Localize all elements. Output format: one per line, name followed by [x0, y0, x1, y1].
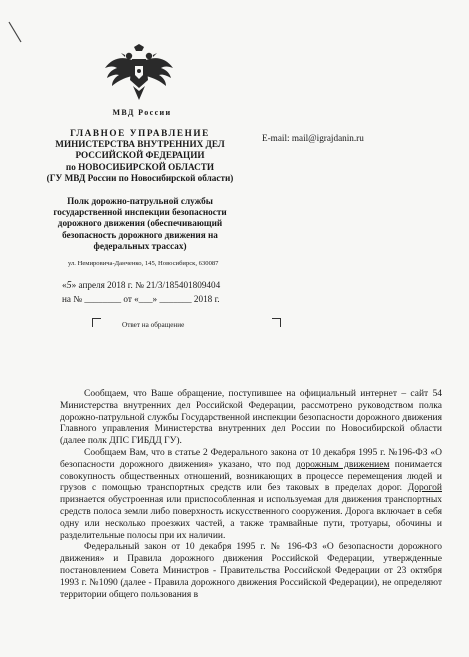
authority-line: по НОВОСИБИРСКОЙ ОБЛАСТИ: [65, 161, 215, 172]
subject-bracket-right: [272, 318, 281, 327]
subject-line: Ответ на обращение: [122, 321, 185, 329]
authority-name-block: [40, 128, 240, 184]
regiment-line: Полк дорожно-патрульной службы: [67, 196, 213, 206]
regiment-line: федеральных трассах): [93, 240, 187, 251]
email-address: E-mail: mail@igrajdanin.ru: [262, 133, 364, 143]
underlined-term: дорожным движением: [295, 459, 390, 470]
regiment-line: безопасность дорожного движения на: [62, 229, 218, 240]
emblem-caption: МВД России: [112, 108, 172, 117]
body-paragraph: Сообщаем, что Ваше обращение, поступившее на официальный интернет – сайт 54 Министерства внутренних дел Российской Федерации, рассмотрено руководством полка дорожно-патрульной службы Государственной инспекции безопасности дорожного движения Главного управления Министерства внутренних дел России по Новосибирской области (далее полк ДПС ГИБДД ГУ).: [60, 389, 442, 447]
incoming-reference-line: на № ________ от «___» _______ 2018 г.: [62, 293, 220, 304]
authority-line: МИНИСТЕРСТВА ВНУТРЕННИХ ДЕЛ: [55, 139, 225, 150]
authority-line: (ГУ МВД России по Новосибирской области): [46, 172, 234, 183]
outgoing-reference: [62, 279, 220, 305]
regiment-name-block: [40, 196, 240, 252]
underlined-term: Дорогой: [407, 483, 442, 494]
subject-bracket-left: [92, 318, 101, 327]
authority-line: РОССИЙСКОЙ ФЕДЕРАЦИИ: [75, 150, 205, 161]
postal-address: ул. Немировича-Данченко, 145, Новосибирск, 630087: [68, 260, 219, 267]
double-headed-eagle-emblem-icon: [104, 44, 174, 102]
letter-body: [60, 389, 442, 601]
authority-line: ГЛАВНОЕ УПРАВЛЕНИЕ: [70, 128, 210, 138]
handwritten-day: 5: [66, 280, 72, 291]
scan-stroke-mark: [6, 20, 24, 44]
regiment-line: государственной инспекции безопасности: [53, 207, 227, 218]
regiment-line: дорожного движения (обеспечивающий: [57, 218, 223, 229]
body-paragraph: Федеральный закон от 10 декабря 1995 г. № 196-ФЗ «О безопасности дорожного движения» и Правила дорожного движения Российской Федерации, утвержденные постановлением Совета Министров - Правительства Российской Федерации от 23 октября 1993 г. №1090 (далее - Правила дорожного движения Российской Федерации), не определяют территории общего пользования в: [60, 542, 442, 600]
body-paragraph: Сообщаем Вам, что в статье 2 Федерального закона от 10 декабря 1995 г. №196-ФЗ «О безопасности дорожного движения» указано, что под дорожным движением понимается совокупность общественных отношений, возникающих в процессе перемещения людей и грузов с помощью транспортных средств или без таковых в пределах дорог. Дорогой признается обустроенная или приспособленная и используемая для движения транспортных средств полоса земли либо поверхность искусственного сооружения. Дорога включает в себя одну или несколько проезжих частей, а также трамвайные пути, тротуары, обочины и разделительные полосы при их наличии.: [60, 447, 442, 541]
outgoing-number-line: «5» апреля 2018 г. № 21/3/185401809404: [62, 280, 221, 291]
